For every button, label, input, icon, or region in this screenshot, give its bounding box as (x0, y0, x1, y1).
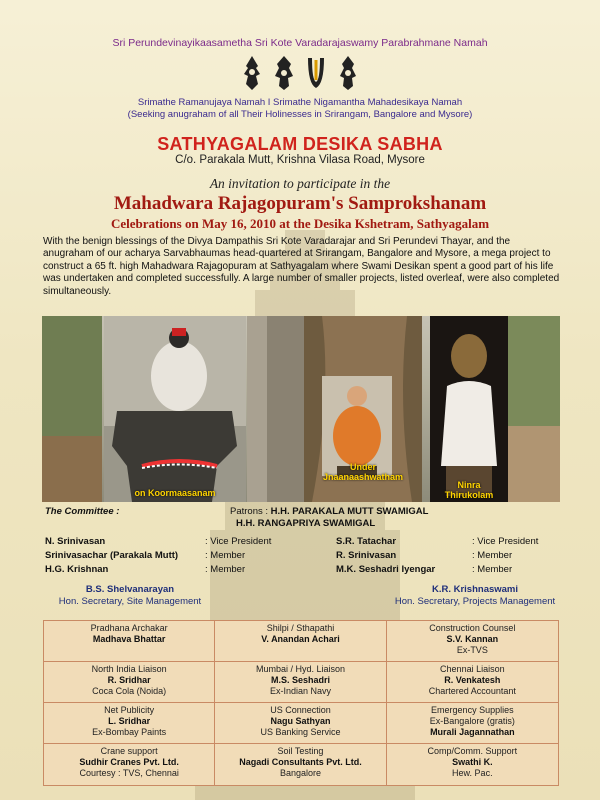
member-name: H.G. Krishnan (45, 564, 109, 575)
emblem-row (240, 54, 360, 94)
grid-cell (387, 662, 558, 703)
secretary-site (40, 584, 220, 608)
cell-title: Chennai Liaison (440, 664, 505, 674)
patrons-label: Patrons : (230, 506, 269, 517)
cell-person: Nagu Sathyan (270, 716, 331, 726)
patron-2: H.H. RANGAPRIYA SWAMIGAL (236, 518, 376, 529)
cell-sub: Coca Cola (Noida) (92, 686, 167, 696)
invocation-line: Sri Perundevinayikaasametha Sri Kote Varadarajaswamy Parabrahmane Namah (112, 37, 488, 49)
secretary-name: B.S. Shelvanarayan (85, 584, 175, 595)
caption-thirukolam-1: Ninra (457, 480, 481, 490)
cell-sub: Ex-Bangalore (gratis) (429, 716, 515, 726)
caption-koormaasanam: on Koormaasanam (134, 488, 216, 498)
grid-cell (215, 621, 386, 662)
caption-jnaanaashwatham-1: Under (349, 462, 376, 472)
member-role: : Vice President (472, 536, 539, 547)
cell-title: Emergency Supplies (431, 705, 514, 715)
cell-title: North India Liaison (91, 664, 167, 674)
member-name: R. Srinivasan (336, 550, 397, 561)
member-name: N. Srinivasan (45, 536, 106, 547)
member-name: M.K. Seshadri Iyengar (336, 564, 436, 575)
namam-emblem-icon (304, 54, 328, 92)
secretary-role: Hon. Secretary, Site Management (58, 596, 202, 607)
cell-title: Mumbai / Hyd. Liaison (255, 664, 346, 674)
photo-collage (42, 316, 560, 502)
intro-paragraph: With the benign blessings of the Divya Dampathis Sri Kote Varadarajar and Sri Perundevi Thayar, and the anugraham of our acharya Sarvabhaumas head-quartered at Srirangam, Bangalore and Mysore, a mega project to construct a 65 ft. high Mahadwara Rajagopuram at Sathyagalam where Swami Desikan spent a good part of his life was undertaken and completed successfully. A large number of smaller projects, listed overleaf, were also completed simultaneously. (43, 236, 560, 297)
grid-cell (387, 621, 558, 662)
secretary-projects (380, 584, 570, 608)
cell-sub: Ex-Indian Navy (269, 686, 331, 696)
deity-emblem-icon (272, 54, 296, 92)
cell-title: Soil Testing (277, 746, 324, 756)
member-left-3 (45, 564, 245, 575)
event-date: Celebrations on May 16, 2010 at the Desika Kshetram, Sathyagalam (110, 216, 490, 231)
grid-cell (387, 744, 558, 785)
member-left-1 (45, 536, 271, 547)
caption-thirukolam-2: Thirukolam (444, 490, 494, 500)
member-role: : Member (472, 564, 513, 575)
member-right-2 (336, 550, 512, 561)
grid-cell (215, 662, 386, 703)
member-role: : Member (205, 550, 246, 561)
cell-person: Madhava Bhattar (92, 634, 166, 644)
member-role: : Vice President (205, 536, 272, 547)
cell-title: Comp/Comm. Support (427, 746, 518, 756)
cell-person: S.V. Kannan (446, 634, 499, 644)
committee-heading: The Committee : (45, 506, 120, 517)
cell-person: Swathi K. (452, 757, 493, 767)
cell-sub: Hew. Pac. (452, 768, 493, 778)
sabha-address: C/o. Parakala Mutt, Krishna Vilasa Road, Mysore (175, 154, 425, 166)
photo-thirukolam (430, 316, 508, 502)
cell-person: R. Sridhar (107, 675, 151, 685)
cell-person: Murali Jagannathan (430, 727, 515, 737)
secretary-role: Hon. Secretary, Projects Management (394, 596, 556, 607)
cell-sub: Chartered Accountant (428, 686, 516, 696)
cell-sub: Courtesy : TVS, Chennai (79, 768, 179, 778)
grid-cell (44, 703, 215, 744)
invocation-subline-2: (Seeking anugraham of all Their Holinesses in Srirangam, Bangalore and Mysore) (127, 109, 473, 120)
grid-cell (387, 703, 558, 744)
member-right-3 (336, 564, 512, 575)
deity-emblem-icon (336, 54, 360, 92)
cell-title: Pradhana Archakar (90, 623, 168, 633)
member-name: S.R. Tatachar (336, 536, 397, 547)
cell-sub: Bangalore (279, 768, 322, 778)
grid-cell (44, 744, 215, 785)
cell-person: Sudhir Cranes Pvt. Ltd. (79, 757, 179, 767)
cell-title: Shilpi / Sthapathi (266, 623, 335, 633)
grid-cell (215, 703, 386, 744)
secretary-name: K.R. Krishnaswami (431, 584, 519, 595)
invite-line: An invitation to participate in the (209, 176, 391, 191)
cell-person: M.S. Seshadri (270, 675, 330, 685)
cell-title: Crane support (100, 746, 158, 756)
support-grid (43, 620, 559, 786)
cell-person: V. Anandan Achari (261, 634, 340, 644)
deity-emblem-icon (240, 54, 264, 92)
patron-1: H.H. PARAKALA MUTT SWAMIGAL (270, 506, 429, 517)
cell-title: Net Publicity (104, 705, 155, 715)
cell-title: US Connection (270, 705, 331, 715)
member-role: : Member (472, 550, 513, 561)
cell-sub: Ex-Bombay Paints (92, 727, 167, 737)
member-right-1 (336, 536, 538, 547)
grid-cell (44, 621, 215, 662)
cell-person: Nagadi Consultants Pvt. Ltd. (239, 757, 362, 767)
member-name: Srinivasachar (Parakala Mutt) (45, 550, 179, 561)
grid-cell (44, 662, 215, 703)
photo-koormaasanam (104, 316, 246, 502)
cell-person: L. Sridhar (108, 716, 151, 726)
sabha-title: SATHYAGALAM DESIKA SABHA (157, 134, 443, 154)
caption-jnaanaashwatham-2: Jnaanaashwatham (322, 472, 404, 482)
cell-sub: Ex-TVS (456, 645, 488, 655)
member-left-2 (45, 550, 245, 561)
invocation-subline (0, 97, 600, 121)
member-role: : Member (205, 564, 246, 575)
cell-title: Construction Counsel (429, 623, 516, 633)
photo-strip (42, 316, 560, 502)
cell-person: R. Venkatesh (444, 675, 501, 685)
patrons-block (230, 506, 428, 530)
cell-sub: US Banking Service (260, 727, 341, 737)
event-title: Mahadwara Rajagopuram's Samprokshanam (113, 193, 487, 214)
invocation-subline-1: Srimathe Ramanujaya Namah I Srimathe Nigamantha Mahadesikaya Namah (137, 97, 463, 108)
grid-cell (215, 744, 386, 785)
